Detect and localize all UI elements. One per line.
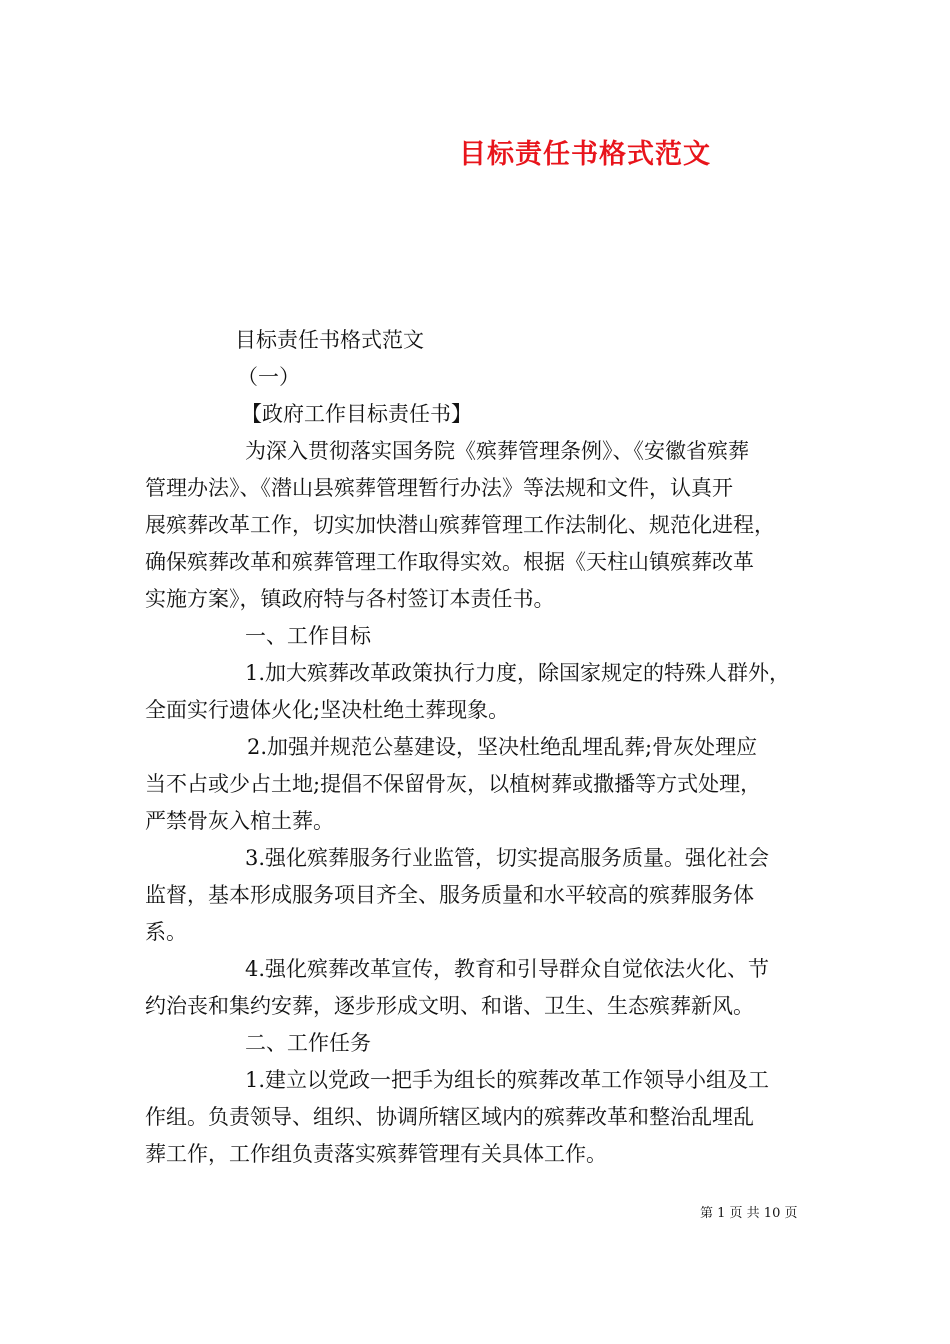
goal-line: 全面实行遗体火化;坚决杜绝土葬现象。 <box>145 698 510 722</box>
part-number: （一） <box>237 365 300 389</box>
page-title: 目标责任书格式范文 <box>459 139 711 170</box>
goal-line: 当不占或少占土地;提倡不保留骨灰，以植树葬或撒播等方式处理， <box>145 772 762 796</box>
intro-line: 为深入贯彻落实国务院《殡葬管理条例》、《安徽省殡葬 <box>245 439 749 463</box>
goal-line: 2.加强并规范公墓建设，坚决杜绝乱埋乱葬;骨灰处理应 <box>247 735 758 759</box>
goal-line: 约治丧和集约安葬，逐步形成文明、和谐、卫生、生态殡葬新风。 <box>145 994 754 1018</box>
goal-line: 3.强化殡葬服务行业监管，切实提高服务质量。强化社会 <box>245 846 770 870</box>
document-subtitle: 目标责任书格式范文 <box>235 328 424 352</box>
task-line: 葬工作，工作组负责落实殡葬管理有关具体工作。 <box>145 1142 607 1166</box>
heading-work-goals: 一、工作目标 <box>245 624 371 648</box>
page-footer: 第 1 页 共 10 页 <box>700 1206 798 1221</box>
document-body <box>145 322 817 1173</box>
intro-line: 管理办法》、《潜山县殡葬管理暂行办法》等法规和文件，认真开 <box>145 476 733 500</box>
intro-line: 实施方案》，镇政府特与各村签订本责任书。 <box>145 587 555 611</box>
goal-line: 1.加大殡葬改革政策执行力度，除国家规定的特殊人群外， <box>245 661 791 685</box>
task-line: 1.建立以党政一把手为组长的殡葬改革工作领导小组及工 <box>245 1068 770 1092</box>
goal-line: 系。 <box>145 920 187 944</box>
heading-work-tasks: 二、工作任务 <box>245 1031 371 1055</box>
goal-line: 4.强化殡葬改革宣传，教育和引导群众自觉依法火化、节 <box>245 957 770 981</box>
task-line: 作组。负责领导、组织、协调所辖区域内的殡葬改革和整治乱埋乱 <box>145 1105 754 1129</box>
goal-line: 严禁骨灰入棺土葬。 <box>145 809 334 833</box>
intro-line: 展殡葬改革工作，切实加快潜山殡葬管理工作法制化、规范化进程， <box>145 513 775 537</box>
goal-line: 监督，基本形成服务项目齐全、服务质量和水平较高的殡葬服务体 <box>145 883 754 907</box>
intro-line: 确保殡葬改革和殡葬管理工作取得实效。根据《天柱山镇殡葬改革 <box>145 550 754 574</box>
section-heading: 【政府工作目标责任书】 <box>241 402 472 426</box>
